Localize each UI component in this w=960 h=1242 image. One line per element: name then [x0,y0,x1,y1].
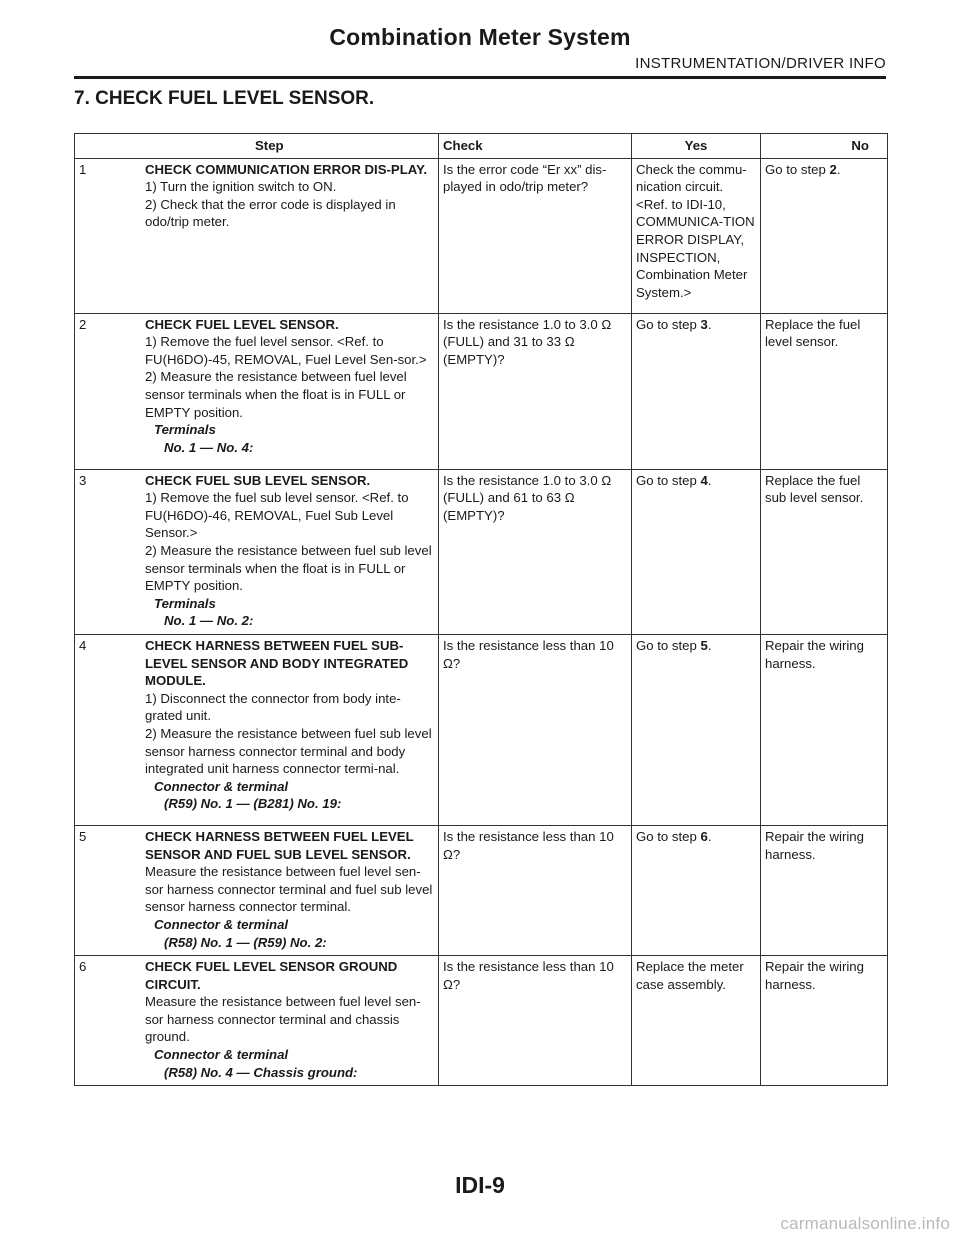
step-instruction: 1) Remove the fuel sub level sensor. <Ref. to FU(H6DO)-46, REMOVAL, Fuel Sub Level Sensor.> [145,490,409,541]
yes-action-text: Go to step [636,472,701,488]
step-title: CHECK FUEL SUB LEVEL SENSOR. [145,472,371,488]
header-divider [74,76,886,79]
diagnostic-table [74,133,888,1086]
step-instruction: 2) Measure the resistance between fuel sub level sensor terminals when the float is in FULL or EMPTY position. [145,542,432,594]
yes-action-text: . [707,472,712,488]
no-cell: Repair the wiring harness. [761,825,888,955]
table-row [75,158,888,313]
no-action-text: . [836,161,841,177]
check-cell: Is the resistance less than 10 Ω? [439,825,632,955]
step-cell [75,469,439,634]
section-name: INSTRUMENTATION/DRIVER INFO [635,55,886,72]
step-instruction: 1) Remove the fuel level sensor. <Ref. to FU(H6DO)-45, REMOVAL, Fuel Level Sen-sor.> [145,334,427,367]
check-cell: Is the resistance less than 10 Ω? [439,634,632,825]
page-number: IDI-9 [455,1172,505,1198]
table-row [75,469,888,634]
column-header-check: Check [439,134,632,159]
table-row [75,634,888,825]
terminal-value: No. 1 — No. 2: [164,613,254,629]
step-number: 2 [79,316,87,332]
step-title: CHECK HARNESS BETWEEN FUEL SUB-LEVEL SENSOR AND BODY INTEGRATED MODULE. [145,637,409,689]
connector-label: Connector & terminal [154,778,289,794]
yes-cell [632,313,761,469]
step-title: CHECK COMMUNICATION ERROR DIS-PLAY. [145,161,428,177]
check-cell: Is the resistance 1.0 to 3.0 Ω (FULL) and 31 to 33 Ω (EMPTY)? [439,313,632,469]
terminal-label: Terminals [154,422,216,438]
no-cell: Replace the fuel sub level sensor. [761,469,888,634]
step-cell [75,634,439,825]
no-cell: Repair the wiring harness. [761,634,888,825]
connector-value: (R58) No. 4 — Chassis ground: [164,1064,358,1080]
procedure-heading: 7. CHECK FUEL LEVEL SENSOR. [74,88,375,109]
step-instruction: 2) Measure the resistance between fuel sub level sensor harness connector terminal and body integrated unit harness connector termi-nal. [145,725,432,777]
yes-cell: Check the commu-nication circuit. <Ref. to IDI-10, COMMUNICA-TION ERROR DISPLAY, INSPECTION, Combination Meter System.> [632,158,761,313]
yes-action-text: Go to step [636,637,701,653]
site-watermark: carmanualsonline.info [780,1214,950,1233]
step-instruction: Measure the resistance between fuel level sen-sor harness connector terminal and chassis ground. [145,994,421,1045]
no-action-text: Go to step [765,161,830,177]
step-instruction: 1) Disconnect the connector from body inte-grated unit. [145,690,401,724]
step-title: CHECK HARNESS BETWEEN FUEL LEVEL SENSOR AND FUEL SUB LEVEL SENSOR. [145,828,414,862]
yes-step-ref: 4 [700,472,708,488]
connector-label: Connector & terminal [154,916,289,932]
step-cell [75,158,439,313]
step-number: 3 [79,472,87,488]
yes-cell [632,825,761,955]
connector-label: Connector & terminal [154,1047,289,1063]
yes-action-text: . [707,828,712,844]
yes-action-text: . [707,637,712,653]
step-number: 5 [79,828,87,844]
step-number: 6 [79,959,87,975]
step-number: 1 [79,161,87,177]
no-cell: Replace the fuel level sensor. [761,313,888,469]
column-header-step-check-item: Step [75,134,439,159]
step-title: CHECK FUEL LEVEL SENSOR GROUND CIRCUIT. [145,959,398,992]
table-header-row [75,134,888,159]
yes-cell: Replace the meter case assembly. [632,956,761,1086]
step-number: 4 [79,637,87,653]
yes-action-text: Go to step [636,828,701,844]
table-row [75,825,888,955]
step-title: CHECK FUEL LEVEL SENSOR. [145,316,339,332]
table-row [75,956,888,1086]
step-cell [75,956,439,1086]
column-header-no: No [761,134,888,159]
no-cell: Repair the wiring harness. [761,956,888,1086]
connector-value: (R58) No. 1 — (R59) No. 2: [164,934,327,950]
table-row [75,313,888,469]
yes-step-ref: 5 [700,637,708,653]
step-cell [75,313,439,469]
yes-action-text: . [707,316,712,332]
no-step-ref: 2 [829,161,837,177]
connector-value: (R59) No. 1 — (B281) No. 19: [164,796,342,812]
yes-step-ref: 3 [700,316,708,332]
yes-action-text: Go to step [636,316,701,332]
check-cell: Is the resistance 1.0 to 3.0 Ω (FULL) and 61 to 63 Ω (EMPTY)? [439,469,632,634]
step-instruction: 2) Measure the resistance between fuel level sensor terminals when the float is in FULL or EMPTY position. [145,369,407,420]
step-instruction: 1) Turn the ignition switch to ON. [145,179,337,195]
terminal-label: Terminals [154,595,216,611]
check-cell: Is the resistance less than 10 Ω? [439,956,632,1086]
step-instruction: Measure the resistance between fuel level sen-sor harness connector terminal and fuel sub level sensor harness connector terminal. [145,864,433,915]
yes-step-ref: 6 [700,828,708,844]
column-header-yes: Yes [632,134,761,159]
step-instruction: 2) Check that the error code is displayed in odo/trip meter. [145,196,396,230]
yes-cell [632,634,761,825]
no-cell [761,158,888,313]
terminal-value: No. 1 — No. 4: [164,439,254,455]
page-title: Combination Meter System [329,24,631,50]
step-cell [75,825,439,955]
check-cell: Is the error code “Er xx” dis-played in odo/trip meter? [439,158,632,313]
yes-cell [632,469,761,634]
